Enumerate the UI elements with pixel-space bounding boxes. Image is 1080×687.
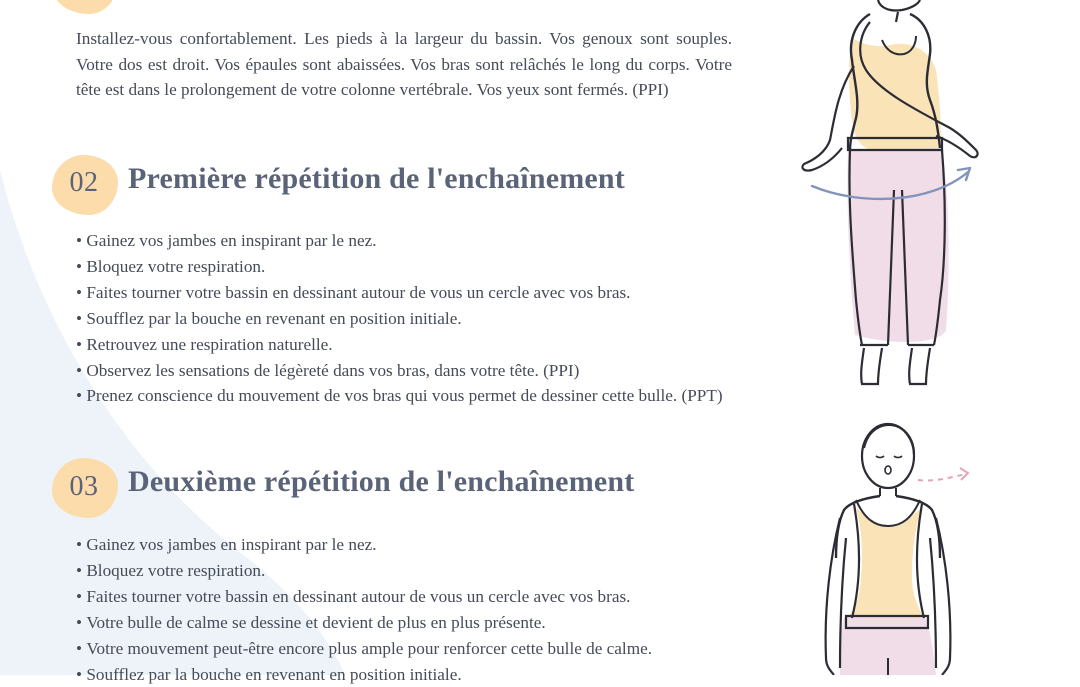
- list-item: • Observez les sensations de légèreté dans vos bras, dans votre tête. (PPI): [76, 358, 723, 384]
- list-item: • Soufflez par la bouche en revenant en position initiale.: [76, 306, 723, 332]
- instruction-list: [76, 228, 723, 409]
- section-title: Première répétition de l'enchaînement: [128, 162, 625, 195]
- section-number: 03: [69, 471, 99, 502]
- list-item: • Faites tourner votre bassin en dessinant autour de vous un cercle avec vos bras.: [76, 280, 723, 306]
- section-number-badge: [52, 0, 118, 14]
- list-item: • Gainez vos jambes en inspirant par le nez.: [76, 228, 723, 254]
- section-title: Deuxième répétition de l'enchaînement: [128, 465, 635, 498]
- instruction-list: [76, 532, 652, 687]
- figure-rotation-illustration: [790, 0, 990, 400]
- list-item: • Faites tourner votre bassin en dessinant autour de vous un cercle avec vos bras.: [76, 584, 652, 610]
- list-item: • Votre mouvement peut-être encore plus ample pour renforcer cette bulle de calme.: [76, 636, 652, 662]
- list-item: • Soufflez par la bouche en revenant en position initiale.: [76, 662, 652, 687]
- list-item: • Retrouvez une respiration naturelle.: [76, 332, 723, 358]
- section-number: 02: [69, 167, 99, 198]
- list-item: • Gainez vos jambes en inspirant par le nez.: [76, 532, 652, 558]
- list-item: • Prenez conscience du mouvement de vos bras qui vous permet de dessiner cette bulle. (PPT): [76, 383, 723, 409]
- list-item: • Votre bulle de calme se dessine et devient de plus en plus présente.: [76, 610, 652, 636]
- figure-breathing-illustration: [810, 418, 980, 675]
- list-item: • Bloquez votre respiration.: [76, 254, 723, 280]
- list-item: • Bloquez votre respiration.: [76, 558, 652, 584]
- posture-paragraph: Installez-vous confortablement. Les pieds à la largeur du bassin. Vos genoux sont souples. Votre dos est droit. Vos épaules sont abaissées. Vos bras sont relâchés le long du corps. Votre tête est dans le prolongement de votre colonne vertébrale. Vos yeux sont fermés. (PPI): [76, 29, 732, 99]
